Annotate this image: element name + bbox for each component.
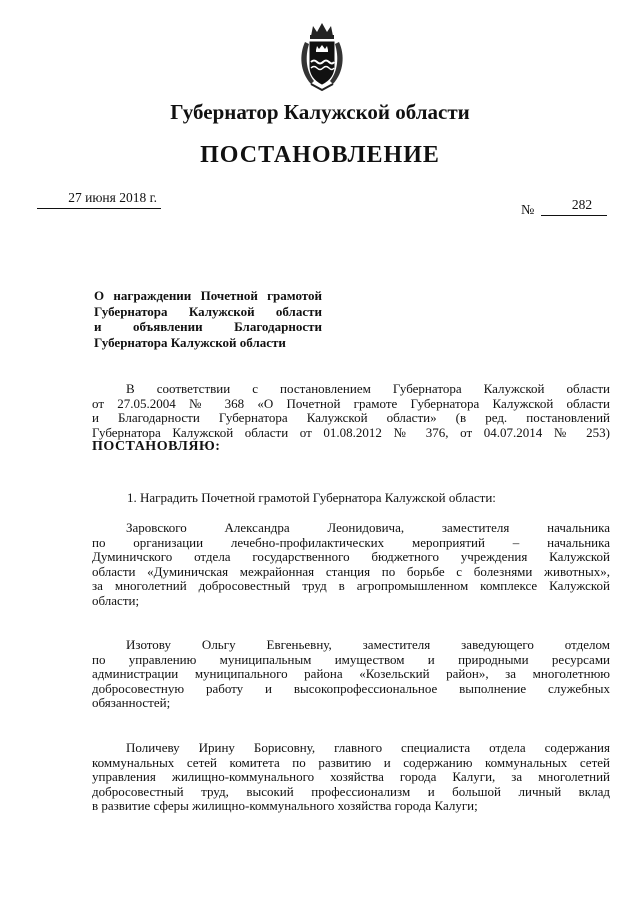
preamble-line: В соответствии с постановлением Губернатора Калужской области (126, 381, 610, 396)
document-type: ПОСТАНОВЛЕНИЕ (200, 142, 440, 168)
clause-1-heading: 1. Наградить Почетной грамотой Губернатора Калужской области: (127, 490, 496, 505)
awardee-line: Думиничского отдела государственного бюджетного учреждения Калужской (92, 549, 610, 565)
number-label: № (521, 203, 535, 218)
awardee-paragraph (92, 638, 610, 711)
awardee-line: управления жилищно-коммунального хозяйства города Калуги, за многолетний (92, 769, 610, 785)
awardee-line: в развитие сферы жилищно-коммунального хозяйства города Калуги; (92, 798, 478, 814)
subject-line: Губернатора Калужской области (94, 303, 322, 319)
awardee-line: добросовестный труд, высокий профессионализм и большой личный вклад (92, 783, 610, 799)
preamble-line: и Благодарности Губернатора Калужской области» (в ред. постановлений (92, 410, 610, 426)
awardee-line: администрации муниципального района «Козельский район», за многолетнюю (92, 666, 610, 682)
awardee-line: по организации лечебно-профилактических мероприятий – начальника (92, 534, 610, 550)
awardee-line: обязанностей; (92, 695, 171, 711)
awardee-line: за многолетний добросовестный труд в агропромышленном комплексе Калужской (92, 578, 610, 594)
awardee-paragraph (92, 741, 610, 814)
preamble-line: Губернатора Калужской области от 01.08.2012 № 376, от 04.07.2014 № 253) (92, 424, 610, 440)
awardee-line: Изотову Ольгу Евгеньевну, заместителя заведующего отделом (126, 637, 610, 652)
coat-of-arms-icon (297, 20, 347, 92)
issuing-authority: Губернатор Калужской области (170, 100, 470, 124)
awardee-line: добросовестную работу и высокопрофессиональное выполнение служебных (92, 680, 610, 696)
decree-word: ПОСТАНОВЛЯЮ: (92, 439, 221, 455)
subject-line: и объявлении Благодарности (94, 319, 322, 334)
awardee-line: области; (92, 592, 140, 608)
awardee-line: области «Думиничская межрайонная станция по борьбе с болезнями животных», (92, 563, 610, 579)
document-number (541, 197, 607, 216)
awardee-line: коммунальных сетей комитета по развитию и содержанию коммунальных сетей (92, 754, 610, 770)
awardee-line: по управлению муниципальным имуществом и природными ресурсами (92, 651, 610, 667)
subject-line: Губернатора Калужской области (94, 334, 286, 350)
awardee-line: Поличеву Ирину Борисовну, главного специалиста отдела содержания (126, 740, 610, 755)
subject-line: О награждении Почетной грамотой (94, 288, 322, 303)
preamble-paragraph (92, 382, 610, 455)
awardee-line: Заровского Александра Леонидовича, заместителя начальника (126, 520, 610, 535)
document-number-text: 282 (571, 197, 593, 212)
document-subject (94, 288, 322, 350)
preamble-line: от 27.05.2004 № 368 «О Почетной грамоте Губернатора Калужской области (92, 395, 610, 411)
document-date: 27 июня 2018 г. (37, 190, 161, 209)
awardee-paragraph (92, 521, 610, 609)
